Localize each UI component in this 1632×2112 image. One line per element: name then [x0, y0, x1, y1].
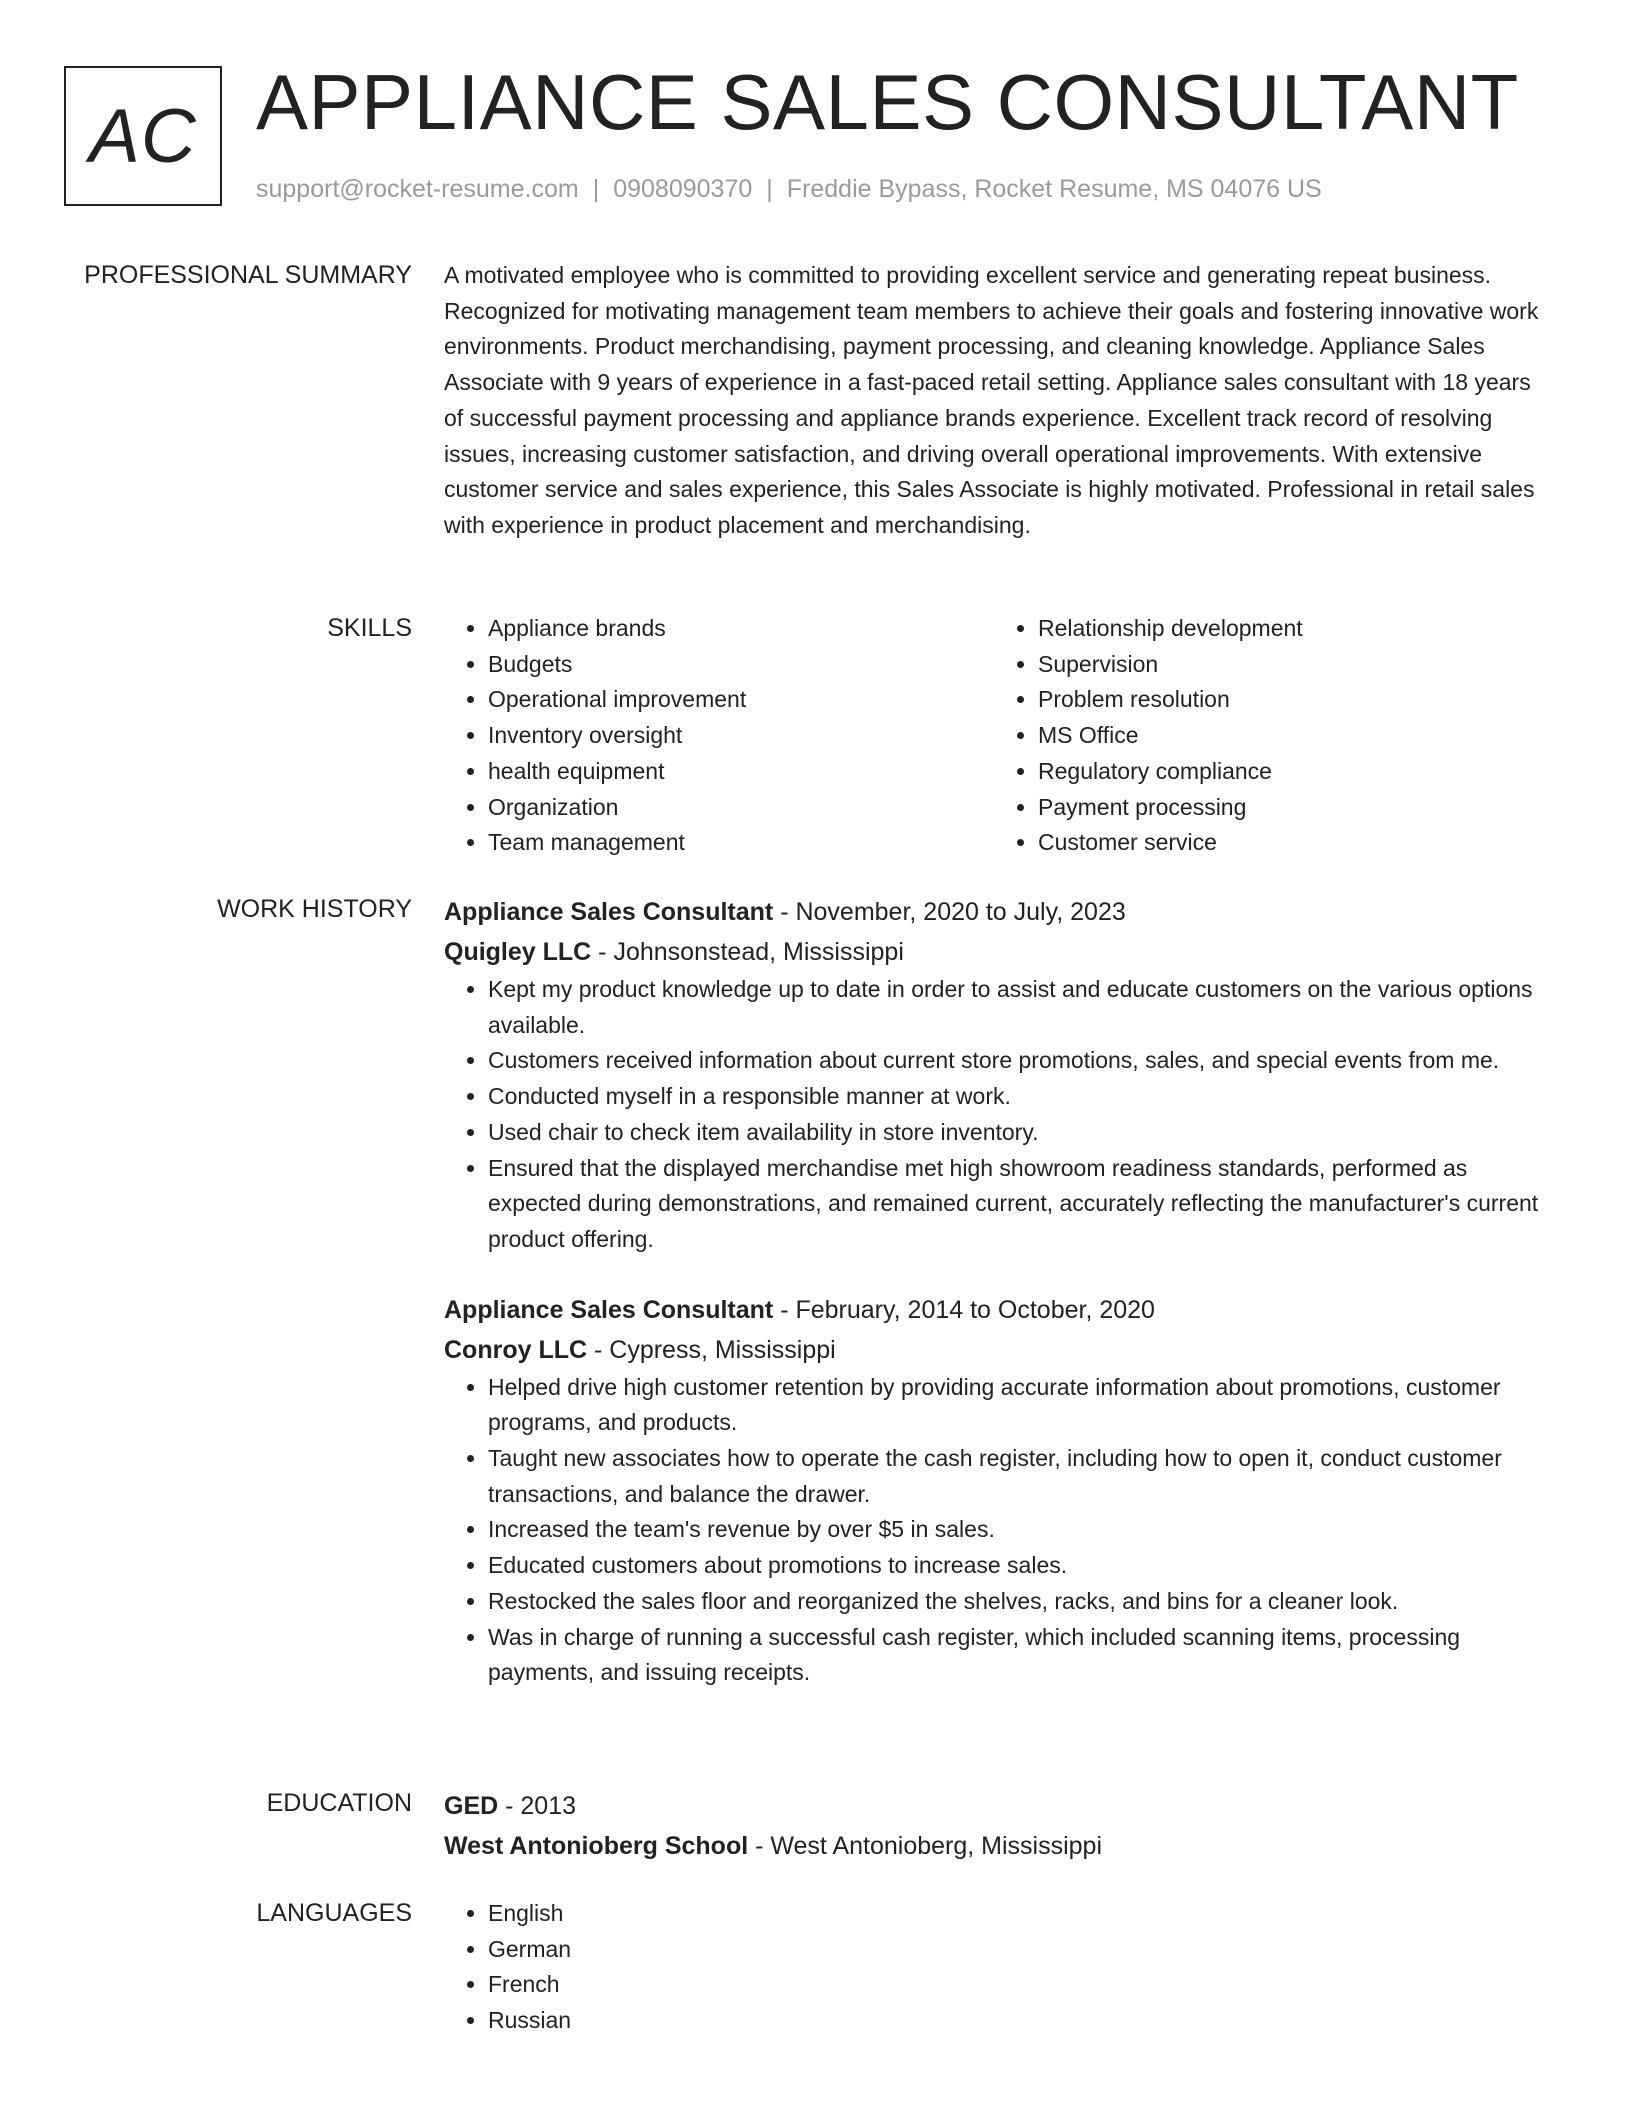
skill-item: • Organization	[488, 790, 994, 826]
job-bullet: • Ensured that the displayed merchandise met high showroom readiness standards, performed as expected during demonstrations, and remained current, accurately reflecting the manufacturer's current product offering.	[488, 1151, 1544, 1258]
job-company: Quigley LLC	[444, 938, 592, 966]
skill-item: • Problem resolution	[1038, 682, 1544, 718]
summary-text: A motivated employee who is committed to providing excellent service and generating repeat business. Recognized for motivating management team members to achieve their goals and fostering innovative work environments. Product merchandising, payment processing, and cleaning knowledge. Appliance Sales Associate with 9 years of experience in a fast-paced retail setting. Appliance sales consultant with 18 years of successful payment processing and appliance brands experience. Excellent track record of resolving issues, increasing customer satisfaction, and driving overall operational improvements. With extensive customer service and sales experience, this Sales Associate is highly motivated. Professional in retail sales with experience in product placement and merchandising.	[444, 262, 1539, 538]
skill-item: • Budgets	[488, 647, 994, 683]
skill-item: • Team management	[488, 825, 994, 861]
skill-item: • health equipment	[488, 754, 994, 790]
education-school: West Antonioberg School	[444, 1832, 749, 1860]
languages-body	[444, 1896, 1544, 2039]
skill-item: • Payment processing	[1038, 790, 1544, 826]
job-bullet: • Used chair to check item availability in store inventory.	[488, 1115, 1544, 1151]
summary-body	[444, 258, 1544, 544]
skills-list-left	[444, 611, 994, 861]
contact-phone: 0908090370	[613, 175, 753, 203]
education-body	[444, 1786, 1544, 1866]
job-company-line	[444, 1330, 1544, 1370]
skill-item: • Supervision	[1038, 647, 1544, 683]
skill-item: • Inventory oversight	[488, 718, 994, 754]
skill-item: • Regulatory compliance	[1038, 754, 1544, 790]
job-bullet: • Helped drive high customer retention by providing accurate information about promotions, customer programs, and products.	[488, 1370, 1544, 1441]
skill-item: • Operational improvement	[488, 682, 994, 718]
languages-list	[444, 1896, 1544, 2039]
job-bullet: • Kept my product knowledge up to date in order to assist and educate customers on the various options available.	[488, 972, 1544, 1043]
job-bullet: • Taught new associates how to operate the cash register, including how to open it, conduct customer transactions, and balance the drawer.	[488, 1441, 1544, 1512]
monogram-logo: AC	[64, 66, 222, 206]
education-degree: GED	[444, 1792, 499, 1820]
education-year: - 2013	[498, 1792, 577, 1820]
contact-separator: |	[592, 175, 600, 203]
skills-list-right	[994, 611, 1544, 861]
section-label-languages: LANGUAGES	[256, 1899, 412, 1927]
job-location: - Johnsonstead, Mississippi	[591, 938, 904, 966]
job-bullet: • Restocked the sales floor and reorganized the shelves, racks, and bins for a cleaner look.	[488, 1584, 1544, 1620]
language-item: • French	[488, 1967, 1544, 2003]
skill-item: • Customer service	[1038, 825, 1544, 861]
job-bullet: • Conducted myself in a responsible manner at work.	[488, 1079, 1544, 1115]
job-entry	[444, 892, 1544, 1258]
skill-item: • Appliance brands	[488, 611, 994, 647]
education-location: - West Antonioberg, Mississippi	[748, 1832, 1103, 1860]
skill-item: • MS Office	[1038, 718, 1544, 754]
job-location: - Cypress, Mississippi	[587, 1335, 836, 1364]
contact-address: Freddie Bypass, Rocket Resume, MS 04076 US	[786, 175, 1322, 203]
section-label-summary: PROFESSIONAL SUMMARY	[84, 261, 412, 289]
job-bullets	[444, 972, 1544, 1258]
work-history-body	[444, 892, 1544, 1691]
skills-body	[444, 611, 1544, 861]
job-company-line	[444, 932, 1544, 972]
job-bullet: • Was in charge of running a successful cash register, which included scanning items, processing payments, and issuing receipts.	[488, 1620, 1544, 1691]
skill-item: • Relationship development	[1038, 611, 1544, 647]
section-label-work-history: WORK HISTORY	[217, 895, 412, 923]
language-item: • English	[488, 1896, 1544, 1932]
section-label-education: EDUCATION	[266, 1789, 412, 1817]
job-dates: - February, 2014 to October, 2020	[773, 1295, 1155, 1324]
language-item: • Russian	[488, 2003, 1544, 2039]
job-title-line	[444, 892, 1544, 932]
job-bullet: • Customers received information about current store promotions, sales, and special events from me.	[488, 1043, 1544, 1079]
education-school-line	[444, 1826, 1544, 1866]
contact-line	[256, 172, 1322, 206]
resume-title: APPLIANCE SALES CONSULTANT	[256, 58, 1519, 146]
education-degree-line	[444, 1786, 1544, 1826]
contact-email: support@rocket-resume.com	[256, 175, 579, 203]
job-bullets	[444, 1370, 1544, 1691]
job-dates: - November, 2020 to July, 2023	[773, 898, 1126, 926]
job-entry	[444, 1290, 1544, 1691]
section-label-skills: SKILLS	[327, 614, 412, 642]
job-company: Conroy LLC	[444, 1335, 588, 1364]
language-item: • German	[488, 1932, 1544, 1968]
job-title-line	[444, 1290, 1544, 1330]
contact-separator: |	[766, 175, 773, 203]
job-bullet: • Increased the team's revenue by over $5 in sales.	[488, 1512, 1544, 1548]
job-title: Appliance Sales Consultant	[444, 898, 774, 926]
job-bullet: • Educated customers about promotions to increase sales.	[488, 1548, 1544, 1584]
job-title: Appliance Sales Consultant	[444, 1295, 774, 1324]
